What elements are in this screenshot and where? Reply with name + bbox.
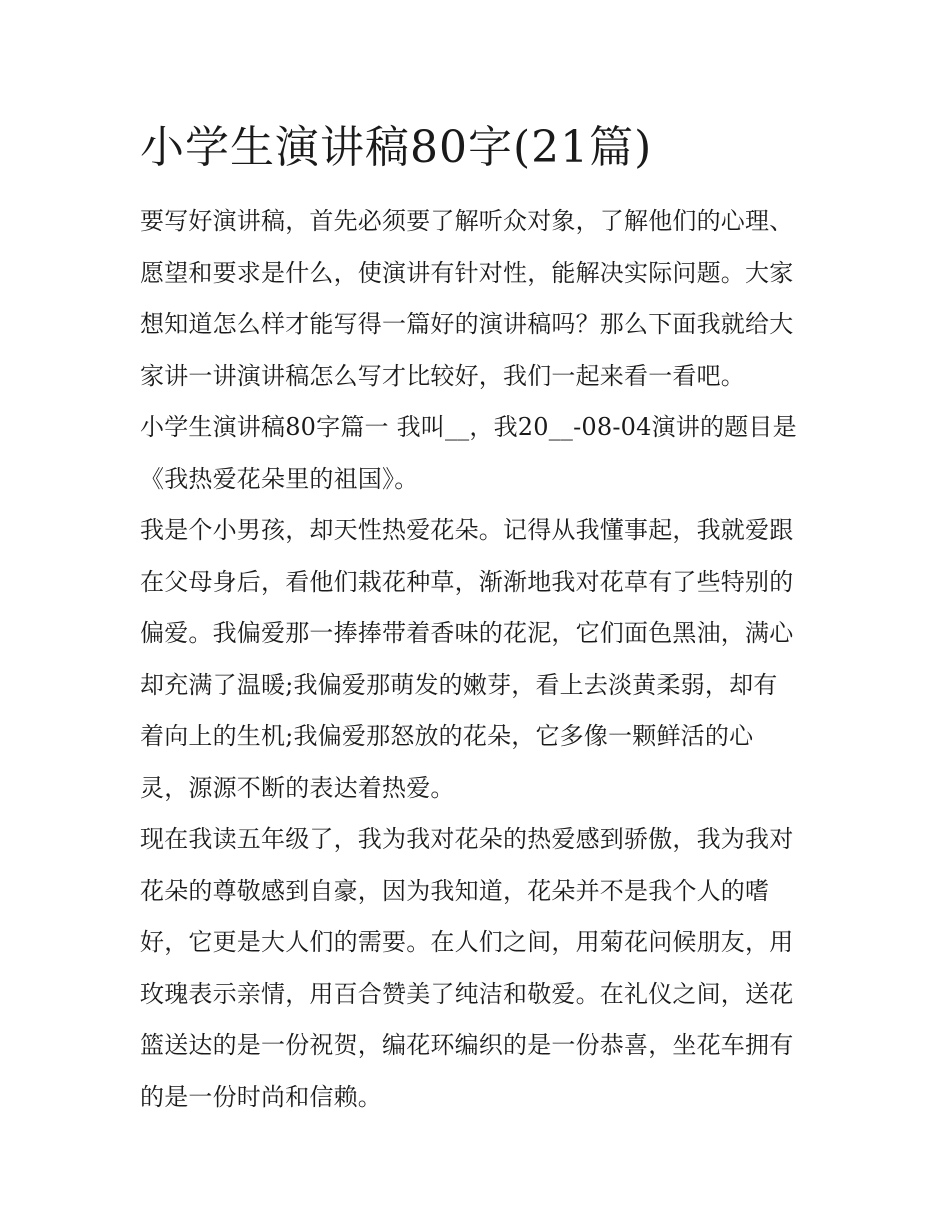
text-line: 的是一份时尚和信赖。 (140, 1082, 382, 1111)
text-line: 好，它更是大人们的需要。在人们之间，用菊花问候朋友，用 (140, 928, 794, 956)
text-line: 要写好演讲稿，首先必须要了解听众对象，了解他们的心理、 (140, 207, 794, 235)
text-line: 家讲一讲演讲稿怎么写才比较好，我们一起来看一看吧。 (140, 361, 745, 390)
text-line: 篮送达的是一份祝贺，编花环编织的是一份恭喜，坐花车拥有 (140, 1031, 794, 1059)
text-line: 《我热爱花朵里的祖国》。 (140, 464, 419, 493)
text-line: 现在我读五年级了，我为我对花朵的热爱感到骄傲，我为我对 (140, 825, 794, 853)
text-line: 玫瑰表示亲情，用百合赞美了纯洁和敬爱。在礼仪之间，送花 (140, 979, 794, 1008)
text-line: 灵，源源不断的表达着热爱。 (140, 773, 455, 802)
text-line: 却充满了温暖;我偏爱那萌发的嫩芽，看上去淡黄柔弱，却有 (140, 670, 778, 699)
text-line: 着向上的生机;我偏爱那怒放的花朵，它多像一颗鲜活的心 (140, 722, 754, 750)
text-line: 愿望和要求是什么，使演讲有针对性，能解决实际问题。大家 (140, 258, 794, 287)
text-line: 小学生演讲稿80字篇一 我叫__，我20__-08-04演讲的题目是 (140, 413, 797, 441)
text-line: 偏爱。我偏爱那一捧捧带着香味的花泥，它们面色黑油，满心 (140, 619, 794, 647)
text-line: 想知道怎么样才能写得一篇好的演讲稿吗？那么下面我就给大 (140, 310, 794, 338)
document-title: 小学生演讲稿80字(21篇) (140, 122, 653, 173)
text-line: 在父母身后，看他们栽花种草，渐渐地我对花草有了些特别的 (140, 567, 794, 596)
text-line: 我是个小男孩，却天性热爱花朵。记得从我懂事起，我就爱跟 (140, 516, 794, 544)
text-line: 花朵的尊敬感到自豪，因为我知道，花朵并不是我个人的嗜 (140, 876, 770, 905)
document-body (140, 196, 820, 1123)
